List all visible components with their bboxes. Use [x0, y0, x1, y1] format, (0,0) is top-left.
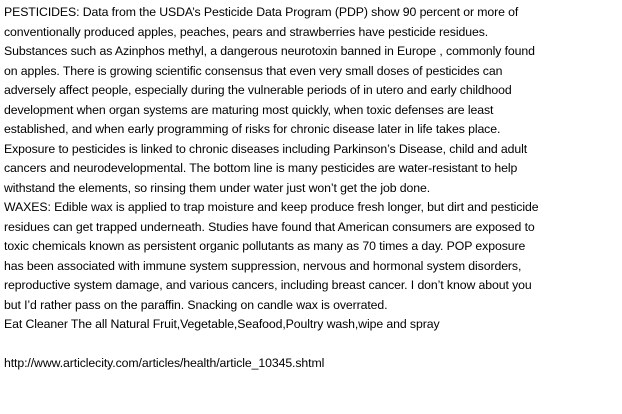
text-line: Exposure to pesticides is linked to chronic diseases including Parkinson’s Disease, child and adult — [4, 141, 528, 156]
text-line: cancers and neurodevelopmental. The bottom line is many pesticides are water-resistant to help — [4, 161, 518, 175]
text-line: WAXES: Edible wax is applied to trap moisture and keep produce fresh longer, but dirt and pesticide — [4, 200, 539, 214]
text-line: development when organ systems are maturing most quickly, when toxic defenses are least — [4, 102, 494, 117]
text-line: toxic chemicals known as persistent organic pollutants as many as 70 times a day. POP exposure — [4, 239, 526, 253]
text-line: PESTICIDES: Data from the USDA’s Pesticide Data Program (PDP) show 90 percent or more of — [4, 5, 519, 19]
text-line: residues can get trapped underneath. Studies have found that American consumers are exposed to — [4, 219, 535, 234]
text-line: Substances such as Azinphos methyl, a dangerous neurotoxin banned in Europe , commonly found — [4, 44, 535, 58]
text-line: withstand the elements, so rinsing them under water just won’t get the job done. — [4, 180, 431, 195]
blank-line — [4, 335, 618, 355]
source-url: http://www.articlecity.com/articles/health/article_10345.shtml — [4, 356, 325, 370]
text-line: has been associated with immune system suppression, nervous and hormonal system disorders, — [4, 258, 522, 273]
text-line: but I’d rather pass on the paraffin. Snacking on candle wax is overrated. — [4, 297, 388, 312]
text-line: reproductive system damage, and various cancers, including breast cancer. I don’t know about you — [4, 278, 532, 292]
text-line: conventionally produced apples, peaches, pears and strawberries have pesticide residues. — [4, 24, 489, 39]
text-line: established, and when early programming of risks for chronic disease later in life takes place. — [4, 122, 501, 136]
text-line: adversely affect people, especially during the vulnerable periods of in utero and early childhood — [4, 83, 512, 97]
text-line: Eat Cleaner The all Natural Fruit,Vegetable,Seafood,Poultry wash,wipe and spray — [4, 317, 440, 331]
text-line: on apples. There is growing scientific consensus that even very small doses of pesticides can — [4, 63, 503, 78]
